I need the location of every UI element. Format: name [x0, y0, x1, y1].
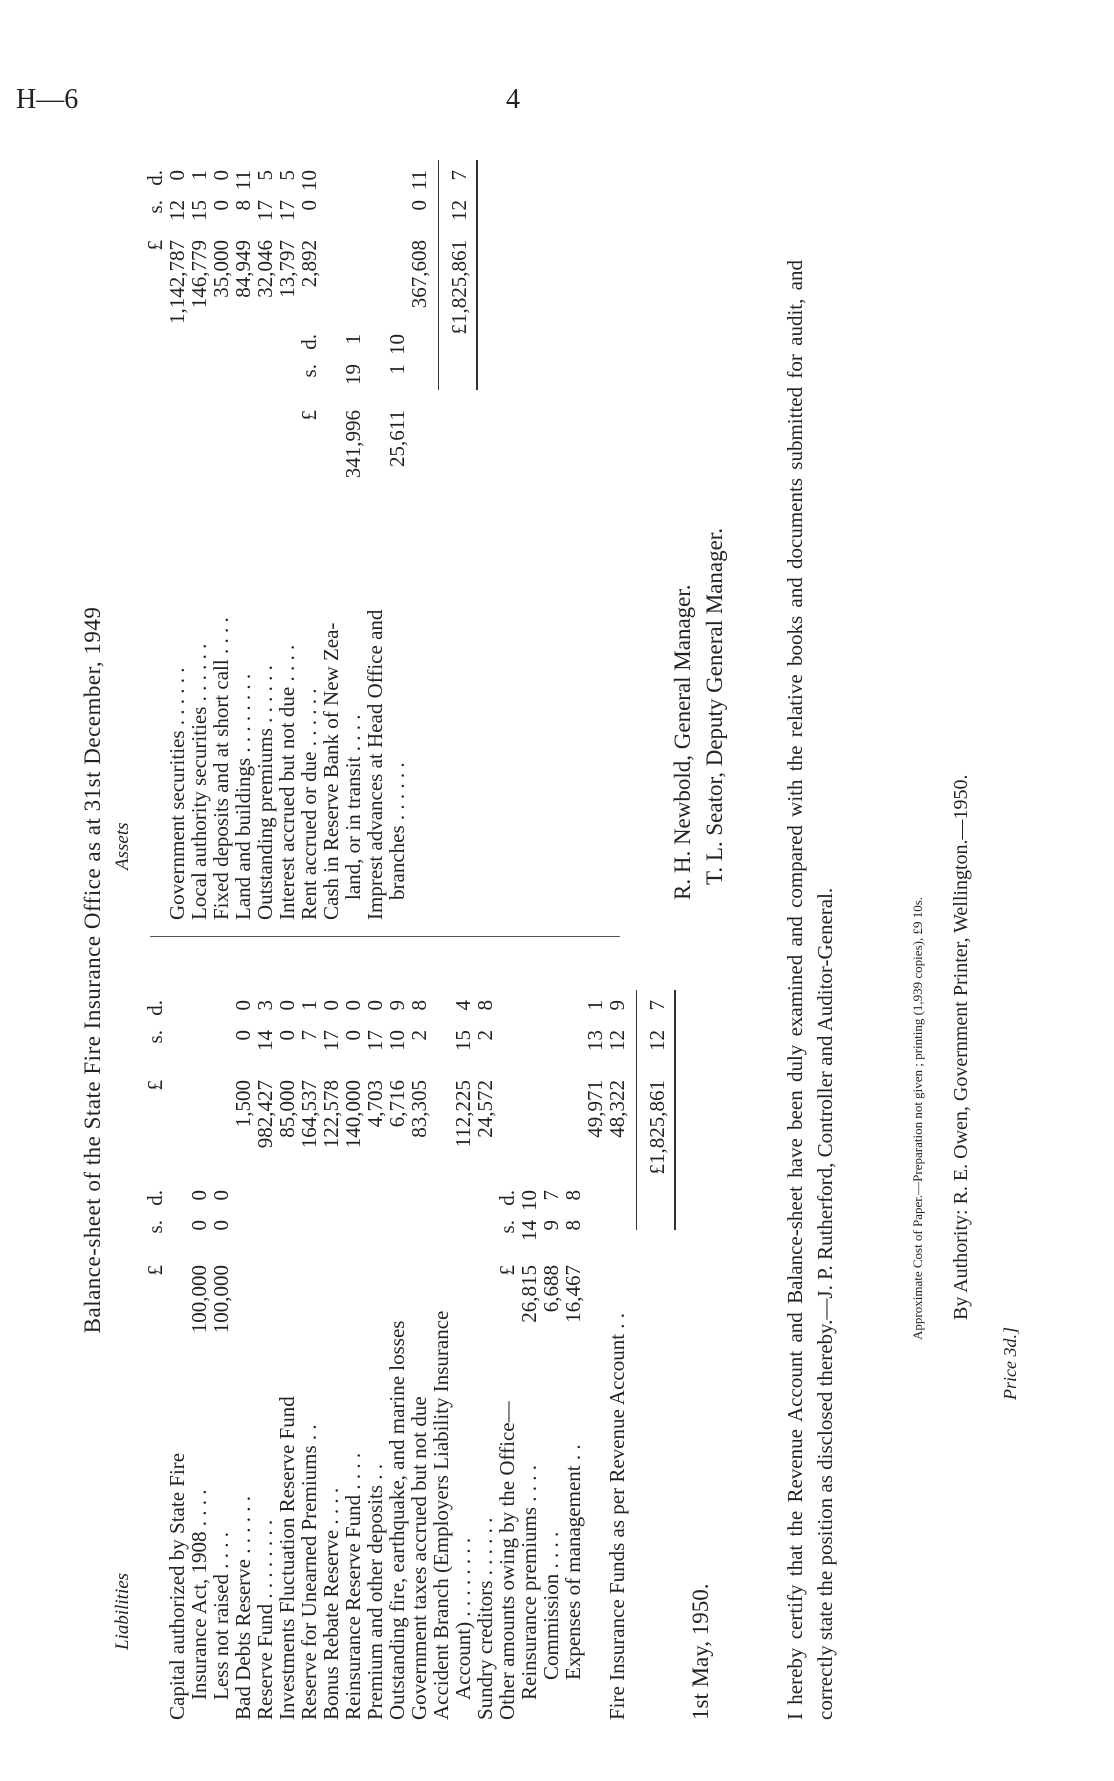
liabilities-row-label: Commission . . . .: [539, 1531, 563, 1680]
assets-row-value: 341,996: [341, 410, 365, 479]
column-divider: [150, 936, 620, 937]
page-reference: H—6: [16, 84, 79, 115]
liabilities-row-value: £: [495, 1265, 519, 1276]
liabilities-inner-d-head: d.: [143, 1190, 167, 1206]
assets-row: [342, 160, 364, 920]
liabilities-row-value: 0: [209, 1190, 233, 1201]
liabilities-row-label: Outstanding fire, earthquake, and marine losses: [385, 1320, 409, 1720]
liabilities-row: [408, 960, 430, 1720]
liabilities-row-value: 164,537: [297, 1080, 321, 1149]
page-number: 4: [506, 84, 520, 115]
liabilities-row-label: Investments Fluctuation Reserve Fund: [275, 1396, 299, 1720]
liabilities-row-value: 7: [297, 1030, 321, 1041]
assets-row: [364, 160, 386, 920]
liabilities-row-value: 16,467: [561, 1265, 585, 1323]
assets-row-label: Cash in Reserve Bank of New Zea-: [319, 622, 343, 920]
liabilities-row-value: 140,000: [341, 1080, 365, 1149]
liabilities-header-row: [144, 960, 166, 1720]
liabilities-row-value: 8: [561, 1190, 585, 1201]
liabilities-total-rule-top: [636, 990, 637, 1230]
liabilities-total-rule-bottom: [674, 990, 676, 1230]
liabilities-row-value: 48,322: [605, 1080, 629, 1138]
assets-row: [408, 160, 430, 920]
liabilities-row-label: Accident Branch (Employers Liability Insurance: [429, 1310, 453, 1720]
assets-row-value: 0: [165, 170, 189, 181]
liabilities-row-value: 982,427: [253, 1080, 277, 1149]
liabilities-row: [452, 960, 474, 1720]
liabilities-row-label: Account) . . . . . . . .: [451, 1537, 475, 1700]
assets-row-label: land, or in transit . . . .: [341, 714, 365, 900]
assets-row-value: 35,000: [209, 240, 233, 298]
assets-row-label: Local authority securities . . . . . .: [187, 643, 211, 920]
assets-total-row: [448, 160, 470, 920]
assets-row-value: 1: [341, 334, 365, 345]
liabilities-row-value: 9: [385, 1000, 409, 1011]
liabilities-row-label: Government taxes accrued but not due: [407, 1396, 431, 1720]
liabilities-row-value: 8: [561, 1220, 585, 1231]
liabilities-row-value: 2: [473, 1030, 497, 1041]
assets-row-value: £: [297, 410, 321, 421]
assets-row-value: 13,797: [275, 240, 299, 298]
liabilities-inner-s-head: s.: [143, 1220, 167, 1234]
liabilities-row-value: 15: [451, 1030, 475, 1051]
liabilities-row-value: 100,000: [209, 1265, 233, 1334]
liabilities-row-value: 3: [253, 1000, 277, 1011]
assets-outer-pound-head: £: [143, 240, 167, 251]
liabilities-outer-pound-head: £: [143, 1080, 167, 1091]
liabilities-row-label: Reinsurance premiums . . . .: [517, 1464, 541, 1700]
assets-row: [276, 160, 298, 920]
liabilities-row-value: 0: [363, 1000, 387, 1011]
assets-row-label: Imprest advances at Head Office and: [363, 609, 387, 920]
assets-row-value: 1: [385, 364, 409, 375]
assets-row-value: 11: [407, 170, 431, 191]
liabilities-row-value: 12: [605, 1030, 629, 1051]
liabilities-row-value: 17: [319, 1030, 343, 1051]
liabilities-row-value: 0: [231, 1030, 255, 1041]
liabilities-row-value: 14: [517, 1220, 541, 1241]
liabilities-row-value: 26,815: [517, 1265, 541, 1323]
assets-row-value: 15: [187, 200, 211, 221]
audit-certificate: I hereby certify that the Revenue Account and Balance-sheet have been duly examined and compared with the relative books and documents submitted for audit, and correctly state the position as disclosed thereby.—J. P. Rutherford, Controller and Auditor-General.: [783, 260, 837, 1720]
assets-row: [320, 160, 342, 920]
liabilities-total-s: 12: [645, 1030, 669, 1051]
signatory-general-manager: R. H. Newbold, General Manager.: [670, 584, 695, 900]
assets-row-value: 2,892: [297, 240, 321, 288]
assets-row-value: 84,949: [231, 240, 255, 298]
assets-row-label: Rent accrued or due . . . . . .: [297, 688, 321, 920]
liabilities-row-value: 0: [275, 1000, 299, 1011]
liabilities-row-label: Premium and other deposits . .: [363, 1463, 387, 1720]
liabilities-inner-pound-head: £: [143, 1265, 167, 1276]
liabilities-total-d: 7: [645, 1000, 669, 1011]
liabilities-row: [540, 960, 562, 1720]
assets-row-value: 11: [231, 170, 255, 191]
liabilities-row: [474, 960, 496, 1720]
assets-row-value: 8: [231, 200, 255, 211]
assets-row: [298, 160, 320, 920]
liabilities-row-value: 10: [385, 1030, 409, 1051]
liabilities-row-label: Reinsurance Reserve Fund . . . .: [341, 1452, 365, 1720]
liabilities-row-value: 0: [341, 1030, 365, 1041]
liabilities-row-label: Bad Debts Reserve . . . . . .: [231, 1496, 255, 1720]
assets-row-value: 10: [385, 334, 409, 355]
liabilities-total-row: [646, 960, 668, 1720]
authority-line: By Authority: R. E. Owen, Government Printer, Wellington.—1950.: [950, 774, 972, 1320]
assets-total-d: 7: [447, 170, 471, 181]
assets-row: [166, 160, 188, 920]
liabilities-row-value: 7: [539, 1190, 563, 1201]
liabilities-row: [276, 960, 298, 1720]
assets-total-rule-top: [438, 160, 439, 390]
assets-row-value: 0: [297, 200, 321, 211]
liabilities-row-value: 0: [341, 1000, 365, 1011]
liabilities-row: [166, 960, 188, 1720]
assets-row-value: 17: [253, 200, 277, 221]
assets-row-value: 0: [407, 200, 431, 211]
liabilities-row: [298, 960, 320, 1720]
liabilities-row-label: Bonus Rebate Reserve . . . .: [319, 1487, 343, 1720]
liabilities-row-label: Reserve Fund . . . . . . . .: [253, 1519, 277, 1720]
liabilities-row: [518, 960, 540, 1720]
cost-note: Approximate Cost of Paper.—Preparation not given ; printing (1,939 copies), £9 10s.: [910, 896, 925, 1340]
liabilities-row-value: 0: [187, 1190, 211, 1201]
liabilities-row-value: 0: [187, 1220, 211, 1231]
assets-row-value: 146,779: [187, 240, 211, 309]
liabilities-row-value: 2: [407, 1030, 431, 1041]
liabilities-row: [430, 960, 452, 1720]
assets-heading: Assets: [112, 822, 133, 870]
liabilities-row: [232, 960, 254, 1720]
rotated-balance-sheet: [80, 160, 1020, 1720]
assets-row-label: Interest accrued but not due . . . .: [275, 644, 299, 920]
liabilities-row: [188, 960, 210, 1720]
liabilities-row: [562, 960, 584, 1720]
liabilities-row-label: Expenses of management . .: [561, 1444, 585, 1680]
liabilities-row-value: 9: [539, 1220, 563, 1231]
liabilities-row-label: Insurance Act, 1908 . . . .: [187, 1489, 211, 1700]
liabilities-total-pound: £1,825,861: [645, 1080, 669, 1175]
assets-row-value: 0: [209, 200, 233, 211]
liabilities-row-label: Capital authorized by State Fire: [165, 1452, 189, 1720]
assets-row-value: 1: [187, 170, 211, 181]
assets-row-label: branches . . . . . .: [385, 762, 409, 900]
liabilities-row-value: 100,000: [187, 1265, 211, 1334]
assets-row-value: 367,608: [407, 240, 431, 309]
liabilities-row-value: 49,971: [583, 1080, 607, 1138]
liabilities-row-value: 1,500: [231, 1080, 255, 1128]
liabilities-row-value: 17: [363, 1030, 387, 1051]
liabilities-row-value: 6,688: [539, 1265, 563, 1313]
liabilities-row-value: 112,225: [451, 1080, 475, 1148]
assets-row-label: Government securities . . . . . .: [165, 667, 189, 920]
liabilities-row-value: d.: [495, 1190, 519, 1206]
liabilities-row-value: 8: [407, 1000, 431, 1011]
assets-row-label: Outstanding premiums . . . . . .: [253, 665, 277, 920]
liabilities-row-value: 1: [297, 1000, 321, 1011]
liabilities-row-label: Reserve for Unearned Premiums . .: [297, 1424, 321, 1720]
liabilities-row-label: Sundry creditors . . . . . .: [473, 1517, 497, 1720]
assets-row-value: d.: [297, 334, 321, 350]
assets-row: [254, 160, 276, 920]
liabilities-row-label: Fire Insurance Funds as per Revenue Account . .: [605, 1312, 629, 1720]
assets-total-pound: £1,825,861: [447, 240, 471, 335]
report-date: 1st May, 1950.: [688, 1583, 713, 1720]
assets-row-label: Fixed deposits and at short call . . . .: [209, 617, 233, 920]
assets-outer-s-head: s.: [143, 200, 167, 214]
assets-row: [188, 160, 210, 920]
assets-row: [210, 160, 232, 920]
assets-outer-d-head: d.: [143, 170, 167, 186]
assets-row-value: 12: [165, 200, 189, 221]
liabilities-row: [386, 960, 408, 1720]
liabilities-row-value: 85,000: [275, 1080, 299, 1138]
liabilities-row-value: 10: [517, 1190, 541, 1211]
liabilities-row-value: 0: [231, 1000, 255, 1011]
assets-row-value: 5: [253, 170, 277, 181]
assets-row-value: 1,142,787: [165, 240, 189, 324]
liabilities-row-value: 6,716: [385, 1080, 409, 1128]
assets-header-row: [144, 160, 166, 920]
assets-row-value: 19: [341, 364, 365, 385]
liabilities-row-value: 4: [451, 1000, 475, 1011]
liabilities-outer-s-head: s.: [143, 1030, 167, 1044]
assets-table: [144, 160, 470, 920]
liabilities-row-value: 1: [583, 1000, 607, 1011]
assets-row-value: 32,046: [253, 240, 277, 298]
liabilities-row-value: 24,572: [473, 1080, 497, 1138]
assets-total-rule-bottom: [476, 160, 478, 390]
liabilities-table: [144, 960, 668, 1720]
document-title: Balance-sheet of the State Fire Insurance Office as at 31st December, 1949: [80, 606, 105, 1334]
liabilities-row-value: 0: [209, 1220, 233, 1231]
assets-row: [232, 160, 254, 920]
liabilities-outer-d-head: d.: [143, 1000, 167, 1016]
assets-row: [386, 160, 408, 920]
liabilities-row-value: 8: [473, 1000, 497, 1011]
liabilities-row: [584, 960, 606, 1720]
liabilities-heading: Liabilities: [112, 1572, 133, 1650]
liabilities-row: [320, 960, 342, 1720]
liabilities-row-value: 0: [319, 1000, 343, 1011]
assets-row-label: Land and buildings . . . . . . . .: [231, 673, 255, 920]
liabilities-row: [606, 960, 628, 1720]
assets-row-value: s.: [297, 364, 321, 378]
assets-row-value: 25,611: [385, 410, 409, 467]
liabilities-row-value: 4,703: [363, 1080, 387, 1128]
assets-row-value: 0: [209, 170, 233, 181]
assets-row-value: 17: [275, 200, 299, 221]
signatory-deputy-general-manager: T. L. Seator, Deputy General Manager.: [702, 528, 727, 885]
liabilities-row: [496, 960, 518, 1720]
liabilities-row-value: 14: [253, 1030, 277, 1051]
liabilities-row-value: 13: [583, 1030, 607, 1051]
assets-row-value: 5: [275, 170, 299, 181]
assets-row-value: 10: [297, 170, 321, 191]
liabilities-row-value: 0: [275, 1030, 299, 1041]
liabilities-row: [254, 960, 276, 1720]
liabilities-row: [342, 960, 364, 1720]
price-note: Price 3d.]: [1000, 1327, 1020, 1400]
liabilities-row: [364, 960, 386, 1720]
liabilities-row-value: 9: [605, 1000, 629, 1011]
liabilities-row: [210, 960, 232, 1720]
liabilities-row-value: 122,578: [319, 1080, 343, 1149]
liabilities-row-label: Other amounts owing by the Office—: [495, 1401, 519, 1720]
assets-total-s: 12: [447, 200, 471, 221]
liabilities-row-value: 83,305: [407, 1080, 431, 1138]
liabilities-row-value: s.: [495, 1220, 519, 1234]
liabilities-row-label: Less not raised . . . .: [209, 1532, 233, 1700]
